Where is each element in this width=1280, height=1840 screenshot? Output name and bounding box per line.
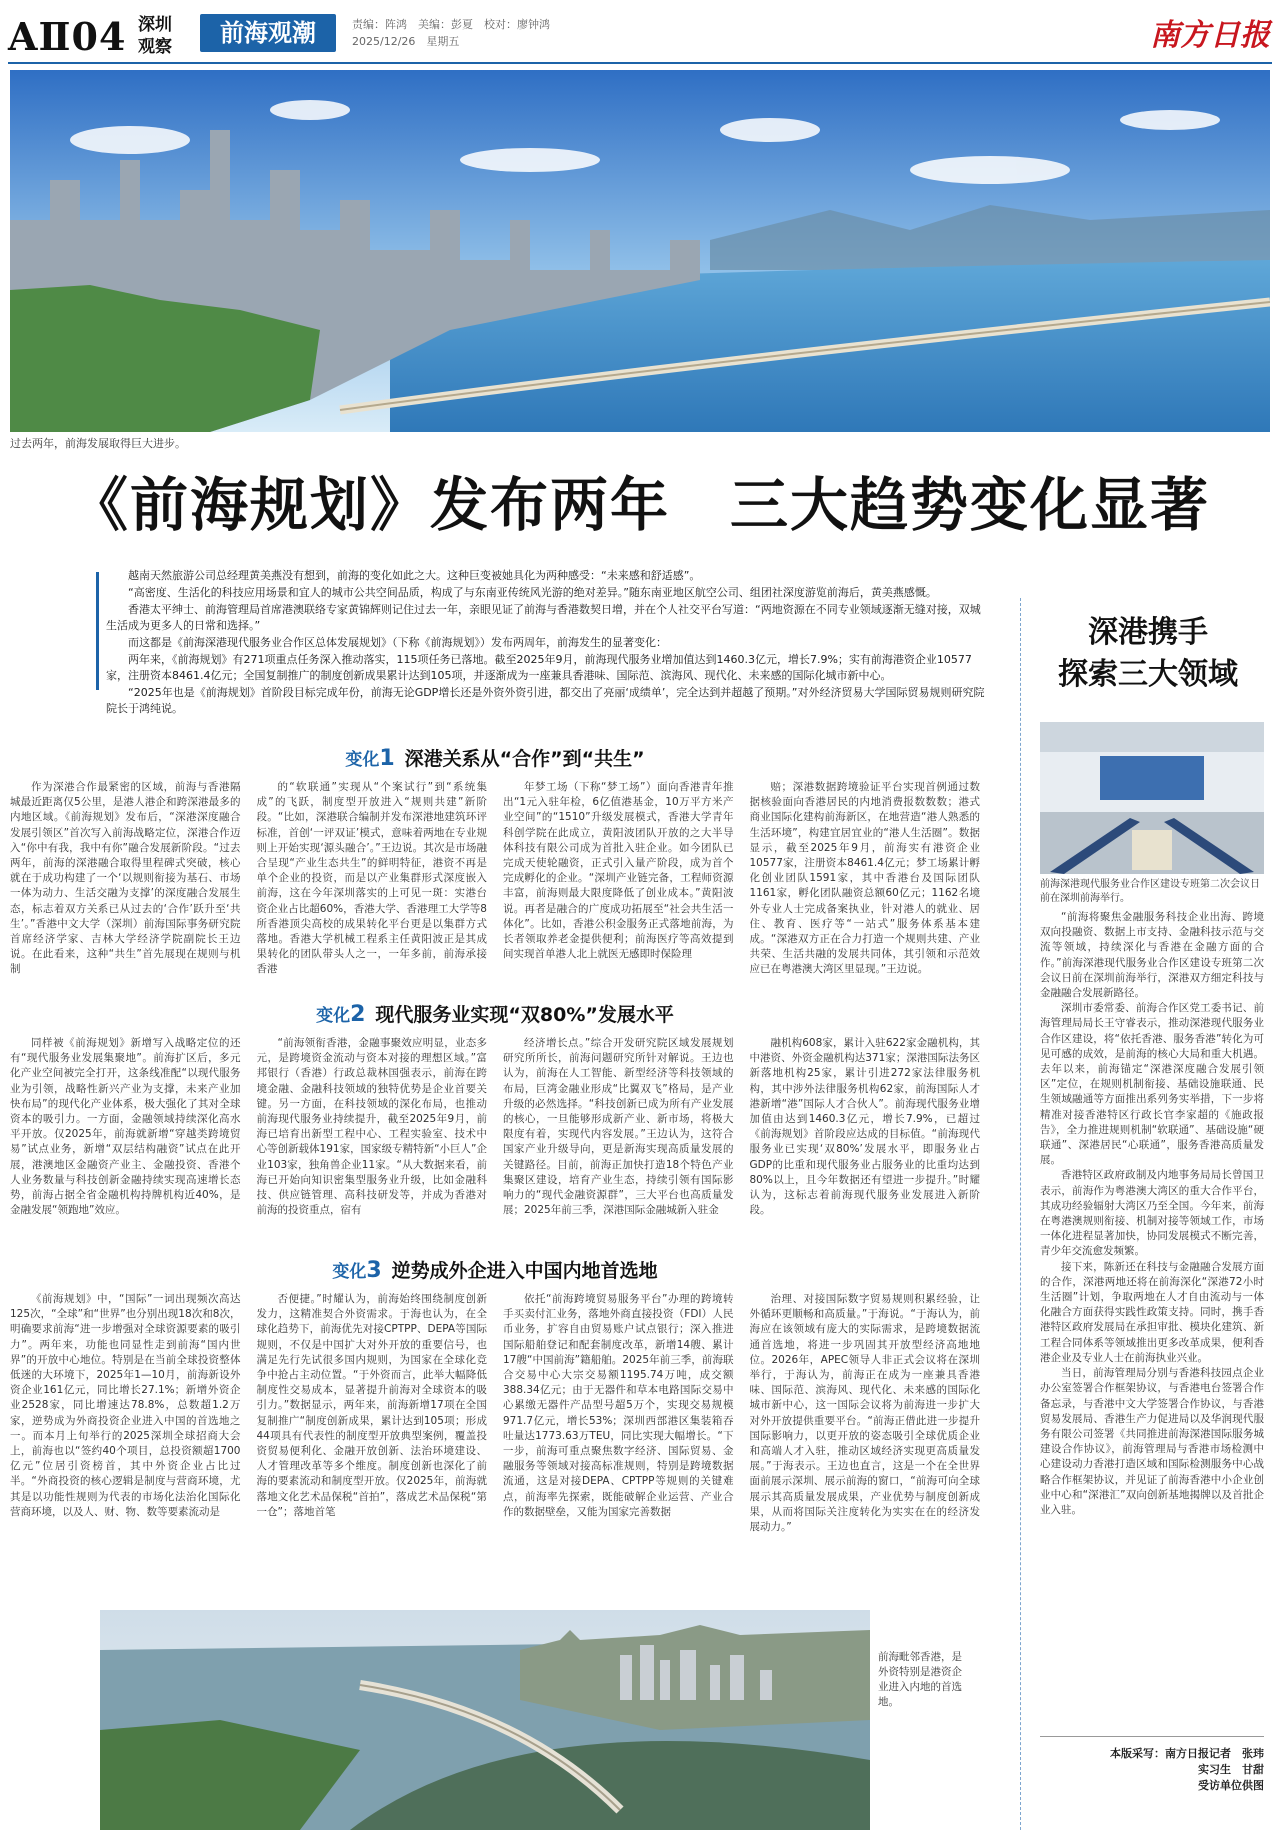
- sidebar-paragraph: 香港特区政府政制及内地事务局局长曾国卫表示，前海作为粤港澳大湾区的重大合作平台，其成功经验辐射大湾区乃至全国。今年来，前海在粤港澳规则衔接、机制对接等领域工作，市场一体化进程显著加快，协同发展模式不断完善，青少年交流愈发频繁。: [1040, 1169, 1264, 1258]
- lead-accent-bar: [96, 572, 99, 690]
- editors-line: 责编：阵鸿 美编：彭夏 校对：廖钟鸿: [352, 18, 550, 31]
- section-1-heading: [10, 744, 980, 771]
- column-text: 作为深港合作最紧密的区域，前海与香港隔城最近距离仅5公里，是港人港企和跨深港最多的内地区域。《前海规划》发布后，“深港深度融合发展引领区”首次写入前海战略定位，深港合作迈入“你中有我，我中有你”融合发展新阶段。“过去两年，前海的深港融合取得里程碑式突破，核心就在于成功构建了一个‘以规则衔接为基石、市场一体为动力、生活交融为支撑’的深度融合发展生态，标志着双方关系已从过去的‘合作’跃升至‘共生’。”香港中文大学（深圳）前海国际事务研究院首席经济学家、吉林大学经济学院副院长王边说。在此看来，这种“共生”首先展现在规则与机制: [10, 781, 241, 976]
- section-1-tag: [345, 746, 395, 771]
- section-3-columns: [10, 1292, 980, 1598]
- date-line: 2025/12/26 星期五: [352, 35, 460, 48]
- column-text: 依托“前海跨境贸易服务平台”办理的跨境转手买卖付汇业务，落地外商直接投资（FDI）人民币业务，扩容自由贸易账户试点银行；深入推进国际船舶登记和配套制度改革，新增14艘、累计17艘“中国前海”籍船舶。2025年前三季，前海联合交易中心大宗交易额1195.74万吨，成交额388.34亿元；由于无器件和草本电路国际交易中心累缴无器件产品型号超5万个，实现交易规模971.7亿元，增长53%；深圳西部港区集装箱吞吐量达1773.63万TEU，同比实现大幅增长。“下一步，前海可重点聚焦数字经济、国际贸易、金融服务等领域对接高标准规则，特别是跨境数据流通，这是对接DEPA、CPTPP等规则的关键难点，前海率先探索，既能破解企业运营、产业合作的数据壁垒，又能为国家完善数据: [503, 1293, 734, 1518]
- column-text: 治理、对接国际数字贸易规则积累经验，让外循环更顺畅和高质量。”于海说。“于海认为，前海应在该领域有庞大的实际需求，是跨境数据流通首选地，将进一步巩固其开放型经济高地地位。2026年，APEC领导人非正式会议将在深圳举行，于海认为，前海正在成为一座兼具香港味、国际范、滨海风、现代化、未来感的国际化城市新中心，这一国际会议将为前海进一步扩大对外开放提供重要平台。“前海正借此进一步提升国际影响力，以更开放的姿态吸引全球优质企业和高端人才入驻，推动区域经济实现更高质量发展。”于海表示。王边也直言，这是一个在全世界面前展示深圳、展示前海的窗口，“前海可向全球展示其高质量发展成果，产业优势与制度创新成果，从而将国际关注度转化为实实在在的经济发展动力。”: [749, 1293, 980, 1534]
- lead-paragraph: “2025年也是《前海规划》首阶段目标完成年份，前海无论GDP增长还是外资外资引进，都交出了亮丽‘成绩单’，完全达到并超越了预期。”对外经济贸易大学国际贸易规则研究院院长于鸿纯说。: [106, 686, 985, 715]
- section-3-heading: [10, 1256, 980, 1283]
- column-text: “前海领衔香港，金融事聚效应明显，业态多元，是跨境资金流动与资本对接的理想区域。”富邦银行（香港）行政总裁林国强表示，前海在跨境金融、金融科技领域的独特优势是企业首要关键。另一方面，在科技领域的深化布局，也推动前海现代服务业持续提升，截至2025年9月，前海已培育出新型工程中心、工程实验室、技术中心等创新载体191家，国家级专精特新“小巨人”企业103家，独角兽企业11家。“从大数据来看，前海已开始向知识密集型服务业升级，比如金融科技、供应链管理、高科技研发等，并成为香港对前海的投资重点，宿有: [256, 1037, 487, 1217]
- lead-paragraph: 两年来，《前海规划》有271项重点任务深入推动落实，115项任务已落地。截至2025年9月，前海现代服务业增加值达到1460.3亿元，增长7.9%；实有前海港资企业10577家，注册资本8461.4亿元；全国复制推广的制度创新成果累计达到105项，并逐渐成为一座兼具香港味、国际范、滨海风、现代化、未来感的国际化城市新中心。: [106, 653, 972, 682]
- section-2-tag: [316, 1002, 366, 1027]
- sidebar-title: [1030, 612, 1266, 696]
- section-2-columns: [10, 1036, 980, 1244]
- hero-caption: 过去两年，前海发展取得巨大进步。: [10, 437, 186, 450]
- section-1-columns: [10, 780, 980, 988]
- section-2-heading: [10, 1000, 980, 1027]
- section-3-tag-word: 变化: [332, 1262, 367, 1282]
- column-text: 经济增长点。”综合开发研究院区域发展规划研究所所长，前海问题研究所针对解说。王边也认为，前海在人工智能、新型经济等科技领域的布局，巨湾金融业形成“比翼双飞”格局，是产业升级的必然选择。“科技创新已成为所有产业发展的核心，一旦能够形成新产业、新市场，将极大限度有着，实现代内容发展。”王边认为，这符合国家产业升级导向，更是新海实现高质量发展的关键路径。目前，前海正加快打造18个特色产业集聚区建设，培育产业生态，持续引领有国际影响力的“现代金融资源群”，三大平台也高质量发展；2025年前三季，深港国际金融城新入驻金: [503, 1037, 734, 1217]
- column-text: 年梦工场（下称“梦工场”）面向香港青年推出“1元入驻年检，6亿值港基金，10万平方米产业空间”的“1510”升级发展模式，香港大学青年科创学院在此成立，黄阳波团队开放的之大半导体科技有限公司成为首批入驻企业。如今团队已完成天使轮融资，正式引入量产阶段，成为首个完成孵化的企业。“深圳产业链完备，工程师资源丰富，前海则最大限度降低了创业成本。”黄阳波说。再者是融合的广度成功拓展至“社会共生活一体化”。比如，香港公积金服务正式落地前海，为长者领取养老金提供便利；前海医疗等高效提到间实现首单港人北上就医无感即时保险理: [503, 781, 734, 961]
- lead-paragraph: 而这都是《前海深港现代服务业合作区总体发展规划》（下称《前海规划》）发布两周年，前海发生的显著变化：: [128, 636, 667, 649]
- credits-line: 受访单位供图: [1198, 1779, 1264, 1792]
- sidebar-body: [1040, 910, 1264, 1730]
- article-column: [257, 780, 488, 988]
- section-2-title: 现代服务业实现“双80%”发展水平: [375, 1004, 674, 1026]
- sidebar-paragraph: 接下来，陈新还在科技与金融融合发展方面的合作，深港两地还将在前海深化“深港72小时生活圈”计划，争取两地在人才自由流动与一体化融合方面获得实践性政策支持。同时，携手香港特区政府发展局在承担审批、模块化建筑、新工程合同体系等领域推出更多改革成果，便利香港企业及专业人士在前海执业兴业。: [1040, 1260, 1264, 1364]
- article-column: [503, 1036, 734, 1244]
- masthead-meta: [352, 16, 550, 50]
- column-text: 否便捷。”时耀认为，前海始终围绕制度创新发力，这精准契合外资需求。于海也认为，在全球化趋势下，前海优先对接CPTPP、DEPA等国际规则，不仅是中国扩大对外开放的重要信号，也满足先行先试很多国内规则，为国家在全球化竞争中抢占主动位置。“于外资而言，此举大幅降低制度性交易成本，显著提升前海对全球资本的吸引力。”数据显示，两年来，前海新增17项在全国复制推广“制度创新成果，累计达到105项；形成44项具有代表性的制度型开放典型案例，覆盖投资贸易便利化、金融开放创新、法治环境建设、人才管理改革等多个维度。制度创新也深化了前海的要素流动和制度型开放。仅2025年，前海就落地文化艺术品保税“首拍”，落成艺术品保税“第一仓”；落地首笔: [256, 1293, 487, 1518]
- sidebar-title-line1: 深港携手: [1088, 615, 1208, 650]
- masthead-rule: [8, 62, 1272, 64]
- sidebar-paragraph: 当日，前海管理局分别与香港科技园点企业办公室签署合作框架协议，与香港电台签署合作备忘录，与香港中文大学签署合作协议，与香港贸易发展局、香港生产力促进局以及华润现代服务有限公司签署《共同推进前海深港国际服务城建设合作协议》，前海管理局与香港市场检测中心建设动力香港打造区域和国际检测服务中心战略合作框架协议，并见证了前海香港中小企业创业中心和“深港汇”双向创新基地揭牌以及首批企业入驻。: [1040, 1367, 1264, 1516]
- column-text: 同样被《前海规划》新增写入战略定位的还有“现代服务业发展集聚地”。前海扩区后，多元化产业空间被完全打开，这条线准配“以现代服务业为引领，战略性新兴产业为支撑，未来产业加快布局”的现代化产业体系，极大强化了其对全球资本的吸引力。一方面，金融领域持续深化高水平开放。仅2025年，前海就新增“穿越类跨境贸易”试点业务，新增“双层结构融资”试点在此开展，港澳地区金融资产业主、金融投资、香港个人业务数量与科技创新金融持续实现高速增长态势，前海占据全省金融机构持牌机构近40%，是金融发展“领跑地”效应。: [10, 1037, 241, 1217]
- page-number: AⅡ04: [8, 14, 127, 59]
- section-2-tag-word: 变化: [316, 1006, 351, 1026]
- lead-paragraph: 越南天然旅游公司总经理黄美燕没有想到，前海的变化如此之大。这种巨变被她具化为两种感受：“未来感和舒适感”。: [128, 569, 701, 582]
- article-column: [257, 1036, 488, 1244]
- section-1-tag-word: 变化: [345, 750, 380, 770]
- article-column: [503, 780, 734, 988]
- section-name: [138, 14, 172, 58]
- article-column: [750, 780, 981, 988]
- section-3-title: 逆势成外企进入中国内地首选地: [391, 1260, 658, 1282]
- article-column: [503, 1292, 734, 1598]
- section-name-line2: 观察: [138, 37, 172, 57]
- credits: [1040, 1746, 1264, 1794]
- credits-rule: [1040, 1736, 1264, 1737]
- column-text: 融机构608家，累计入驻622家金融机构，其中港资、外资金融机构达371家；深港国际法务区新落地机构25家，累计引进272家法律服务机构，其中涉外法律服务机构62家，前海国际人才港新增“港”国际人才合伙人”。前海现代服务业增加值由达到1460.3亿元，增长7.9%，已超过《前海规划》首阶段应达成的目标值。“前海现代服务业已实现‘双80%’发展水平，即服务业占GDP的比重和现代服务业占服务业的比重均达到80%以上，且今年数据还有望进一步提升。”时耀认为，这标志着前海现代服务业发展进入新阶段。: [749, 1037, 980, 1217]
- column-text: 的“软联通”实现从“个案试行”到“系统集成”的飞跃，制度型开放进入“规则共建”新阶段。“比如，深港联合编制并发布深港地建筑环评标准，首创‘一评双证’模式，意味着两地在专业规则上开始实现‘源头融合’。”王边说。其次是市场融合呈现“产业生态共生”的鲜明特征，港资不再是单个企业的投资，而是以产业集群形式深度嵌入前海，这在今年深圳落实的上可见一斑：实港台资企业占比超60%，香港大学、香港理工大学等8所香港顶尖高校的成果转化平台更是以集群方式落地。香港大学机械工程系主任黄阳波正是其成果转化的团队带头人之一，一年多前，前海承接香港: [256, 781, 487, 976]
- section-1-tag-number: 1: [379, 746, 395, 771]
- section-2-tag-number: 2: [350, 1002, 366, 1027]
- article-column: [10, 1036, 241, 1244]
- section-name-line1: 深圳: [138, 15, 172, 35]
- lead-paragraph: 香港太平绅士、前海管理局首席港澳联络专家黄锦辉则记住过去一年，亲眼见证了前海与香港数契日增，并在个人社交平台写道：“两地资源在不同专业领域逐渐无缝对接，双城生活成为更多人的日常和选择。”: [106, 603, 981, 632]
- section-1-title: 深港关系从“合作”到“共生”: [404, 748, 645, 770]
- sidebar-paragraph: 深圳市委常委、前海合作区党工委书记、前海管理局局长王守睿表示，推动深港现代服务业合作区建设，将“依托香港、服务香港”转化为可见可感的成效，是前海的核心大局和重大机遇。去年以来，前海锚定“深港深度融合发展引领区”定位，在规则机制衔接、基础设施联通、民生领域融通等方面推出系列务实举措，下一步将精准对接香港特区行政长官李家超的《施政报告》，全力推进规则机制“软联通”、基础设施“硬联通”、深港居民“心联通”，服务香港高质量发展。: [1040, 1002, 1264, 1167]
- column-text: 《前海规划》中，“国际”一词出现频次高达125次，“全球”和“世界”也分别出现18次和8次，明确要求前海“进一步增强对全球资源要素的吸引力”。两年来，功能也同显性走到前海“国内世界”的开放中心地位。特别是在当前全球投资整体低迷的大环境下，2025年1—10月，前海新设外资企业161亿元，同比增长27.1%；新增外资企业2528家，同比增速达78.8%，总数超1.2万家，逆势成为外商投资企业进入中国的首选地之一。而本月上旬举行的2025深圳全球招商大会上，前海也以“签约40个项目，总投资额超1700亿元”位居引资榜首，其中外资企业占比过半。“外商投资的核心逻辑是制度与营商环境，尤其是以功能性规则为代表的市场化法治化国际化营商环境，以及人、财、物、数等要素流动是: [10, 1293, 241, 1518]
- article-column: [750, 1036, 981, 1244]
- lead-paragraph: “高密度、生活化的科技应用场景和宜人的城市公共空间品质，构成了与东南亚传统风光游的绝对差异。”随东南亚地区航空公司、组团社深度游览前海后，黄美燕感慨。: [128, 586, 937, 599]
- paper-logo: 南方日报: [1150, 18, 1270, 53]
- sidebar-title-line2: 探索三大领域: [1058, 657, 1238, 692]
- credits-line: 本版采写：南方日报记者 张玮: [1110, 1747, 1264, 1760]
- credits-line: 实习生 甘甜: [1198, 1763, 1264, 1776]
- section-3-tag-number: 3: [366, 1258, 382, 1283]
- bridge-photo-caption: 前海毗邻香港，是外资特别是港资企业进入内地的首选地。: [878, 1651, 962, 1708]
- hero-photo: [10, 70, 1270, 432]
- lead-paragraphs: [106, 568, 986, 718]
- sidebar-paragraph: “前海将聚焦金融服务科技企业出海、跨境双向投融资、数据上市支持、金融科技示范与交流等领域，持续深化与香港在金融方面的合作。”前海深港现代服务业合作区建设专班第二次会议日前在深圳前海举行，深港双方细定科技与金融融合发展新路径。: [1040, 911, 1264, 1000]
- article-column: [10, 1292, 241, 1598]
- meeting-photo: [1040, 722, 1264, 874]
- article-column: [750, 1292, 981, 1598]
- headline: 《前海规划》发布两年 三大趋势变化显著: [69, 471, 1210, 539]
- masthead: [0, 0, 1280, 66]
- sidebar-photo-caption: 前海深港现代服务业合作区建设专班第二次会议日前在深圳前海举行。: [1040, 879, 1260, 904]
- column-text: 赔；深港数据跨境验证平台实现首例通过数据核验面向香港居民的内地消费报数数数；港式商业国际化建构前海新区，在地营造“港人熟悉的生活环境”，构建宜居宜业的“港人生活圈”。数据显示，截至2025年9月，前海实有港资企业10577家，注册资本8461.4亿元；梦工场累计孵化创业团队1591家，其中香港台及国际团队1161家，孵化团队融资总额60亿元；1162名境外专业人士完成备案执业，针对港人的就业、居住、教育、医疗等“一站式”服务体系基本建成。“深港双方正在合力打造一个规则共建、产业共荣、生活共融的发展共同体，其引领和示范效应已在粤港澳大湾区里显现。”王边说。: [749, 781, 980, 976]
- article-column: [257, 1292, 488, 1598]
- column-tag: 前海观潮: [200, 14, 336, 52]
- article-column: [10, 780, 241, 988]
- bridge-aerial-photo: [100, 1610, 870, 1830]
- section-3-tag: [332, 1258, 382, 1283]
